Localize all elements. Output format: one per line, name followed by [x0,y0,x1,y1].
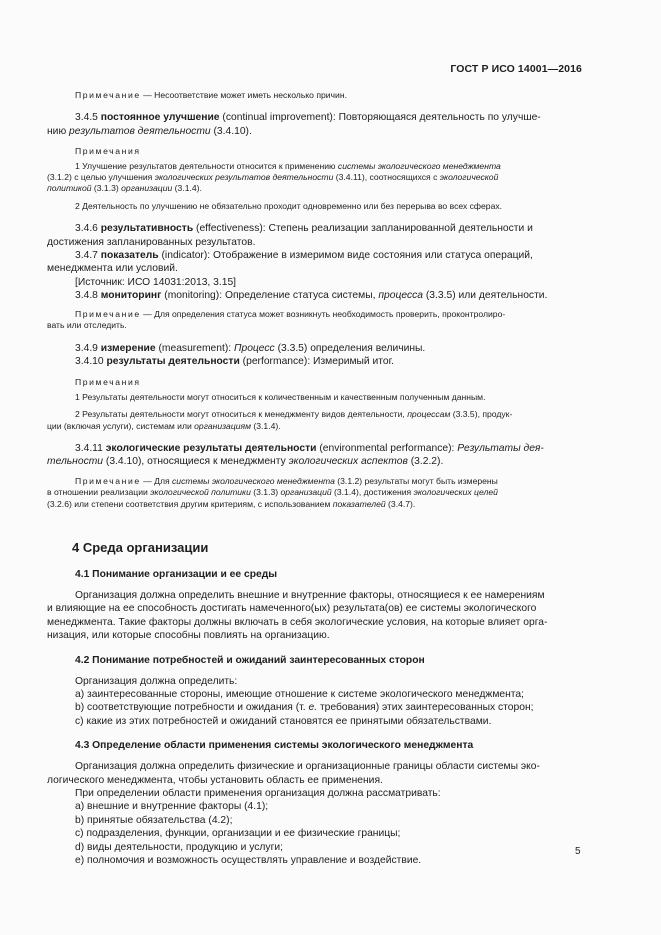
list-item: c) подразделения, функции, организации и ее физические границы; [75,828,401,840]
list-item: a) заинтересованные стороны, имеющие отношение к системе экологического менеджмента; [75,689,525,700]
source-reference: [Источник: ИСО 14031:2013, 3.15] [75,276,237,288]
definition-3-4-9: 3.4.9 измерение (measurement): Процесс (3.3.5) определения величины. [75,342,426,354]
document-body [47,90,583,867]
document-header: ГОСТ Р ИСО 14001—2016 [450,63,582,75]
definition-3-4-5-cont: нию результатов деятельности (3.4.10). [47,125,252,137]
subsection-title-4-3: 4.3 Определение области применения системы экологического менеджмента [75,740,474,752]
definition-3-4-11: 3.4.11 экологические результаты деятельности (environmental performance): Результаты дея- [75,442,544,454]
list-item: b) соответствующие потребности и ожидания (т. е. требования) этих заинтересованных сторон; [75,702,534,714]
note-item-1-cont2: политикой (3.1.3) организации (3.1.4). [47,183,202,194]
note-item-1b: 1 Результаты деятельности могут относиться к количественным и качественным полученным данным. [75,391,486,402]
note-monitoring-cont: вать или отследить. [47,320,127,331]
subsection-title-4-2: 4.2 Понимание потребностей и ожиданий заинтересованных сторон [75,654,425,666]
note-label: Примечание [75,90,141,100]
note [75,90,583,101]
definition-3-4-7: 3.4.7 показатель (indicator): Отображение в измеримом виде состояния или статуса операций, [75,250,533,262]
definition-3-4-8: 3.4.8 мониторинг (monitoring): Определение статуса системы, процесса (3.3.5) или деятельности. [75,290,548,302]
paragraph-4-3: Организация должна определить физические и организационные границы области системы эко- [75,761,540,773]
note-monitoring: Примечание — Для определения статуса может возникнуть необходимость проверить, проконтролиро- [75,308,506,319]
paragraph-4-2-lead: Организация должна определить: [75,675,238,687]
list-item: a) внешние и внутренние факторы (4.1); [75,801,269,813]
paragraph-4-3-line: логического менеджмента, чтобы установить область ее применения. [47,774,383,786]
note-item-2b: 2 Результаты деятельности могут относиться к менеджменту видов деятельности, процессам (3.3.5), продук- [75,409,513,420]
definition-3-4-11-cont: тельности (3.4.10), относящиеся к менеджменту экологических аспектов (3.2.2). [47,456,444,468]
definition-3-4-5: 3.4.5 постоянное улучшение (continual improvement): Повторяющаяся деятельность по улучше- [75,112,541,124]
note-env-performance: Примечание — Для системы экологического менеджмента (3.1.2) результаты могут быть измерены [75,475,498,486]
note-item-1: 1 Улучшение результатов деятельности относится к применению системы экологического менеджмента [75,160,501,171]
subsection-title-4-1: 4.1 Понимание организации и ее среды [75,568,278,580]
section-title: 4 Среда организации [72,539,209,555]
note-item-2b-cont: ции (включая услуги), системам или организациям (3.1.4). [47,420,281,431]
note-env-performance-cont2: (3.2.6) или степени соответствия другим критериям, с использованием показателей (3.4.7). [47,498,416,509]
paragraph-4-1-line: низация, или которые способны повлиять на организацию. [47,630,330,642]
term: постоянное улучшение [100,112,220,124]
definition-3-4-6-cont: достижения запланированных результатов. [47,236,256,248]
notes-heading-2: Примечания [75,377,141,388]
list-item: e) полномочия и возможность осуществлять управление и воздействие. [75,855,422,867]
note-item-2: 2 Деятельность по улучшению не обязательно проходит одновременно или без перерыва во всех сферах. [75,200,503,211]
notes-heading: Примечания [75,146,141,157]
note-item-1-cont: (3.1.2) с целью улучшения экологических результатов деятельности (3.4.11), соотносящихся с экологической [47,172,499,183]
definition-3-4-10: 3.4.10 результаты деятельности (performance): Измеримый итог. [75,355,394,367]
paragraph-4-1: Организация должна определить внешние и внутренние факторы, относящиеся к ее намерениям [75,589,545,601]
definition-3-4-6: 3.4.6 результативность (effectiveness): Степень реализации запланированной деятельности и [75,223,533,235]
paragraph-4-1-line: и влияющие на ее способность достигать намеченного(ых) результата(ов) ее системы экологического [47,603,537,615]
paragraph-4-1-line: менеджмента. Такие факторы должны включать в себя экологические условия, на которые влияет орга- [47,616,548,628]
note-text: — Несоответствие может иметь несколько причин. [140,90,347,100]
paragraph-4-3-lead: При определении области применения организация должна рассматривать: [75,788,441,800]
definition-3-4-7-cont: менеджмента или условий. [47,263,178,275]
list-item: c) какие из этих потребностей и ожиданий становятся ее принятыми обязательствами. [75,715,492,727]
note-env-performance-cont: в отношении реализации экологической политики (3.1.3) организаций (3.1.4), достижения экологических целей [47,487,498,498]
list-item: b) принятые обязательства (4.2); [75,814,233,826]
list-item: d) виды деятельности, продукцию и услуги; [75,841,283,853]
page-number: 5 [575,846,581,857]
